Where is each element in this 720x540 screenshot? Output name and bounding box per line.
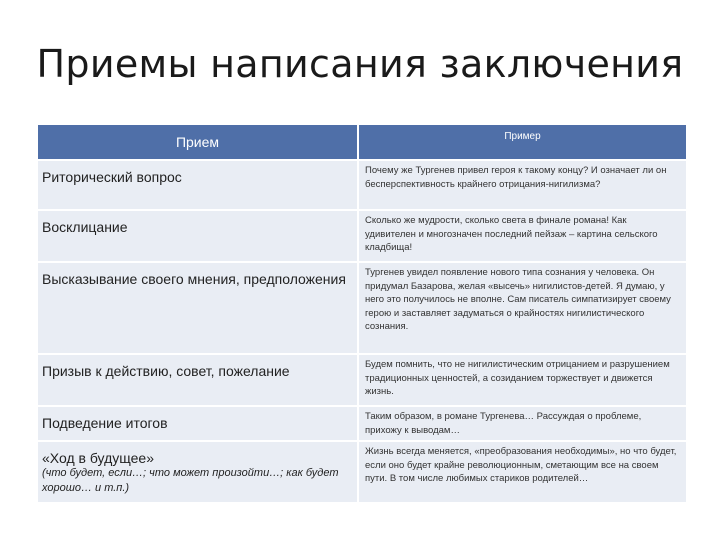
method-cell: Риторический вопрос [38,160,358,210]
method-cell: Подведение итогов [38,406,358,441]
table-row [38,441,686,503]
header-example: Пример [358,125,686,160]
table-row [38,354,686,406]
example-cell: Почему же Тургенев привел героя к такому концу? И означает ли он бесперспективность крайнего отрицания-нигилизма? [358,160,686,210]
method-cell: Призыв к действию, совет, пожелание [38,354,358,406]
table-row [38,406,686,441]
method-cell: Высказывание своего мнения, предположения [38,262,358,354]
example-cell: Сколько же мудрости, сколько света в финале романа! Как удивителен и многозначен последний пейзаж – картина сельского кладбища! [358,210,686,262]
example-cell: Таким образом, в романе Тургенева… Рассуждая о проблеме, прихожу к выводам… [358,406,686,441]
method-quote-mark: « [42,450,50,466]
table-header-row [38,125,686,160]
method-main: Ход в будущее» [49,450,154,466]
example-cell: Будем помнить, что не нигилистическим отрицанием и разрушением традиционных ценностей, а созиданием торжествует и движется жизнь. [358,354,686,406]
method-cell: Восклицание [38,210,358,262]
slide-title: Приемы написания заключения [36,42,684,86]
example-cell: Тургенев увидел появление нового типа сознания у человека. Он придумал Базарова, желая «высечь» нигилистов-детей. Я думаю, у него это получилось не вполне. Сам писатель симпатизирует своему герою и заставляет задуматься о крайностях нигилистического сознания. [358,262,686,354]
table-row [38,262,686,354]
example-cell: Жизнь всегда меняется, «преобразования необходимы», но что будет, если оно будет крайне революционным, сметающим все на своем пути. В том числе любимых стариков родителей… [358,441,686,503]
method-note: (что будет, если…; что может произойти…; как будет хорошо… и т.п.) [42,467,339,494]
header-method: Прием [38,125,358,160]
table-row [38,210,686,262]
methods-table [38,125,686,504]
method-cell [38,441,358,503]
table-row [38,160,686,210]
